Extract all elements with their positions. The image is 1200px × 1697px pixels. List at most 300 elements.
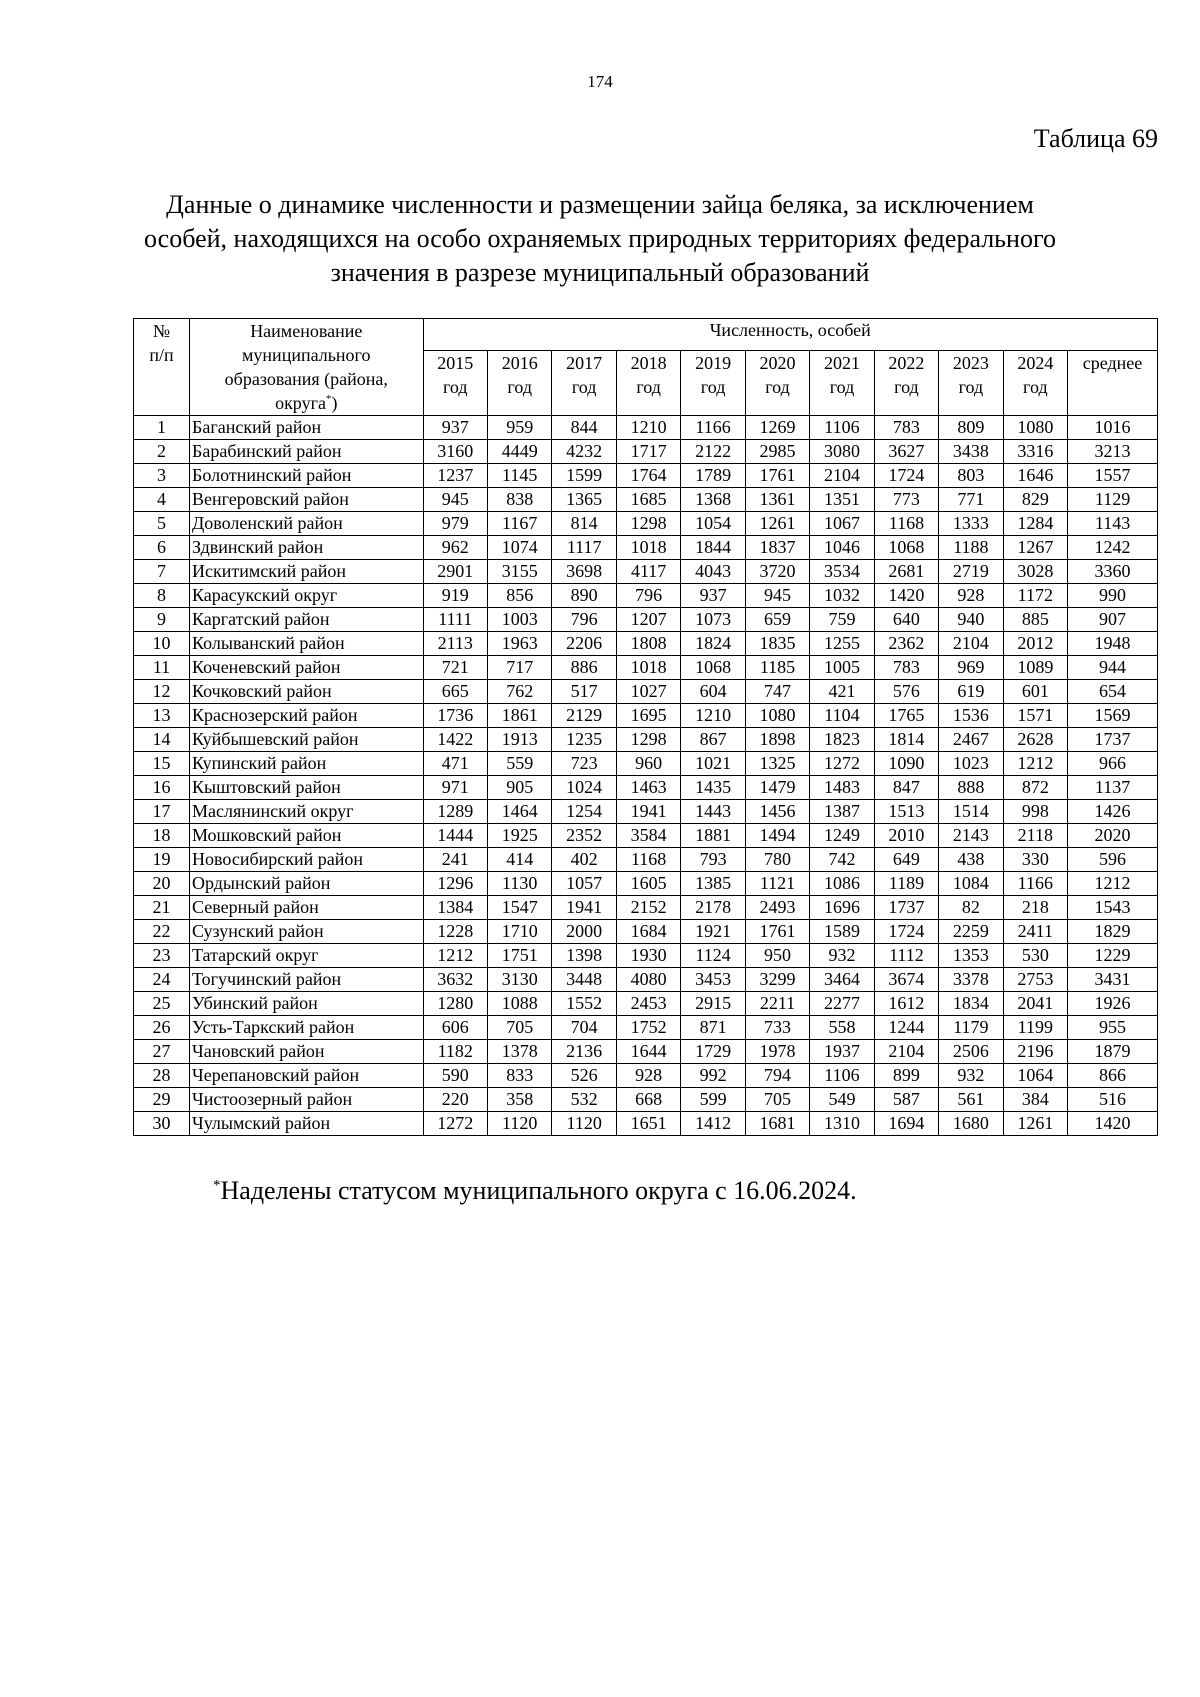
population-cell: 530: [1003, 944, 1067, 968]
population-cell: 783: [874, 416, 938, 440]
footnote-marker: *: [325, 393, 332, 405]
row-number: 20: [134, 872, 190, 896]
average-cell: 907: [1068, 608, 1158, 632]
average-cell: 3431: [1068, 968, 1158, 992]
population-cell: 1073: [681, 608, 745, 632]
population-cell: 1104: [810, 704, 874, 728]
population-cell: 1112: [874, 944, 938, 968]
population-cell: 1067: [810, 512, 874, 536]
population-cell: 218: [1003, 896, 1067, 920]
population-cell: 928: [939, 584, 1003, 608]
population-cell: 330: [1003, 848, 1067, 872]
footnote-marker: *: [213, 1177, 221, 1194]
header-year-unit: год: [829, 376, 855, 397]
row-number: 15: [134, 752, 190, 776]
population-cell: 1814: [874, 728, 938, 752]
population-cell: 1547: [487, 896, 551, 920]
population-cell: 1694: [874, 1112, 938, 1136]
municipality-name: Татарский округ: [190, 944, 424, 968]
header-year-unit: год: [636, 376, 661, 397]
header-name-label: Наименование: [250, 321, 363, 341]
average-cell: 1557: [1068, 464, 1158, 488]
table-row: [134, 824, 1158, 848]
municipality-name: Чулымский район: [190, 1112, 424, 1136]
header-year-value: 2024: [1017, 352, 1054, 373]
population-cell: 1120: [552, 1112, 616, 1136]
population-cell: 1751: [487, 944, 551, 968]
average-cell: 1129: [1068, 488, 1158, 512]
municipality-name: Новосибирский район: [190, 848, 424, 872]
population-cell: 1310: [810, 1112, 874, 1136]
population-cell: 1384: [423, 896, 487, 920]
population-cell: 1235: [552, 728, 616, 752]
population-cell: 1823: [810, 728, 874, 752]
population-cell: 2352: [552, 824, 616, 848]
population-cell: 1612: [874, 992, 938, 1016]
population-cell: 604: [681, 680, 745, 704]
population-cell: 1027: [616, 680, 680, 704]
table-row: [134, 416, 1158, 440]
municipality-name: Искитимский район: [190, 560, 424, 584]
population-cell: 241: [423, 848, 487, 872]
row-number: 7: [134, 560, 190, 584]
population-cell: 1237: [423, 464, 487, 488]
average-cell: 1143: [1068, 512, 1158, 536]
table-row: [134, 920, 1158, 944]
row-number: 24: [134, 968, 190, 992]
population-cell: 1210: [681, 704, 745, 728]
population-cell: 3464: [810, 968, 874, 992]
row-number: 22: [134, 920, 190, 944]
population-cell: 606: [423, 1016, 487, 1040]
population-cell: 1024: [552, 776, 616, 800]
population-cell: 1124: [681, 944, 745, 968]
population-cell: 665: [423, 680, 487, 704]
table-row: [134, 1112, 1158, 1136]
population-cell: 1789: [681, 464, 745, 488]
population-cell: 1212: [1003, 752, 1067, 776]
population-cell: 1057: [552, 872, 616, 896]
row-number: 30: [134, 1112, 190, 1136]
header-year-unit: год: [958, 376, 984, 397]
population-cell: 1212: [423, 944, 487, 968]
population-cell: 2000: [552, 920, 616, 944]
table-row: [134, 752, 1158, 776]
population-cell: 1861: [487, 704, 551, 728]
table-row: [134, 776, 1158, 800]
header-year: [681, 350, 745, 415]
municipality-name: Баганский район: [190, 416, 424, 440]
population-cell: 1120: [487, 1112, 551, 1136]
header-name-label: образования (района,: [224, 369, 388, 389]
population-cell: 2506: [939, 1040, 1003, 1064]
population-cell: 969: [939, 656, 1003, 680]
population-cell: 1018: [616, 536, 680, 560]
population-cell: 793: [681, 848, 745, 872]
population-cell: 1068: [874, 536, 938, 560]
population-cell: 1032: [810, 584, 874, 608]
table-body: [134, 416, 1158, 1136]
population-cell: 1420: [874, 584, 938, 608]
row-number: 1: [134, 416, 190, 440]
population-cell: 2122: [681, 440, 745, 464]
population-cell: 742: [810, 848, 874, 872]
population-cell: 794: [745, 1064, 809, 1088]
table-row: [134, 440, 1158, 464]
population-cell: 2985: [745, 440, 809, 464]
population-cell: 950: [745, 944, 809, 968]
population-cell: 668: [616, 1088, 680, 1112]
population-cell: 1249: [810, 824, 874, 848]
population-cell: 1280: [423, 992, 487, 1016]
average-cell: 1926: [1068, 992, 1158, 1016]
population-cell: 1921: [681, 920, 745, 944]
table-row: [134, 704, 1158, 728]
population-cell: 2104: [810, 464, 874, 488]
population-cell: 1552: [552, 992, 616, 1016]
municipality-name: Ордынский район: [190, 872, 424, 896]
population-cell: 587: [874, 1088, 938, 1112]
population-cell: 4080: [616, 968, 680, 992]
population-cell: 992: [681, 1064, 745, 1088]
population-cell: 1684: [616, 920, 680, 944]
row-number: 27: [134, 1040, 190, 1064]
table-row: [134, 992, 1158, 1016]
header-year-unit: год: [765, 376, 790, 397]
table-row: [134, 896, 1158, 920]
table-row: [134, 944, 1158, 968]
population-cell: 1168: [874, 512, 938, 536]
population-cell: 962: [423, 536, 487, 560]
population-cell: 940: [939, 608, 1003, 632]
municipality-name: Северный район: [190, 896, 424, 920]
population-cell: 856: [487, 584, 551, 608]
population-table: [133, 318, 1158, 1136]
population-cell: 599: [681, 1088, 745, 1112]
population-cell: 576: [874, 680, 938, 704]
row-number: 28: [134, 1064, 190, 1088]
header-year: [810, 350, 874, 415]
population-cell: 532: [552, 1088, 616, 1112]
population-cell: 1435: [681, 776, 745, 800]
population-cell: 2915: [681, 992, 745, 1016]
population-cell: 3438: [939, 440, 1003, 464]
population-cell: 3299: [745, 968, 809, 992]
population-cell: 3534: [810, 560, 874, 584]
population-cell: 1483: [810, 776, 874, 800]
population-cell: 1930: [616, 944, 680, 968]
header-average: среднее: [1068, 350, 1158, 415]
population-cell: 1021: [681, 752, 745, 776]
population-cell: 421: [810, 680, 874, 704]
population-cell: 2277: [810, 992, 874, 1016]
population-cell: 3698: [552, 560, 616, 584]
population-cell: 759: [810, 608, 874, 632]
population-cell: 1255: [810, 632, 874, 656]
population-cell: 1913: [487, 728, 551, 752]
header-year-value: 2015: [437, 352, 474, 373]
table-row: [134, 1016, 1158, 1040]
average-cell: 944: [1068, 656, 1158, 680]
population-cell: 1272: [423, 1112, 487, 1136]
header-year-unit: год: [1023, 376, 1048, 397]
population-cell: 705: [745, 1088, 809, 1112]
table-row: [134, 632, 1158, 656]
population-cell: 1090: [874, 752, 938, 776]
population-cell: 1925: [487, 824, 551, 848]
municipality-name: Убинский район: [190, 992, 424, 1016]
header-year-unit: год: [507, 376, 532, 397]
municipality-name: Усть-Таркский район: [190, 1016, 424, 1040]
table-row: [134, 536, 1158, 560]
population-cell: 960: [616, 752, 680, 776]
population-cell: 1272: [810, 752, 874, 776]
population-cell: 844: [552, 416, 616, 440]
population-cell: 1325: [745, 752, 809, 776]
population-cell: 1644: [616, 1040, 680, 1064]
population-cell: 1296: [423, 872, 487, 896]
municipality-name: Мошковский район: [190, 824, 424, 848]
table-row: [134, 968, 1158, 992]
population-cell: 3674: [874, 968, 938, 992]
header-year: [616, 350, 680, 415]
header-year: [1003, 350, 1067, 415]
row-number: 12: [134, 680, 190, 704]
population-cell: 1074: [487, 536, 551, 560]
population-cell: 905: [487, 776, 551, 800]
population-cell: 1333: [939, 512, 1003, 536]
population-cell: 1166: [681, 416, 745, 440]
population-cell: 1464: [487, 800, 551, 824]
population-cell: 517: [552, 680, 616, 704]
population-cell: 2104: [939, 632, 1003, 656]
title-line: значения в разрезе муниципальный образований: [330, 258, 870, 287]
average-cell: 3360: [1068, 560, 1158, 584]
population-cell: 1589: [810, 920, 874, 944]
population-cell: 888: [939, 776, 1003, 800]
population-cell: 1764: [616, 464, 680, 488]
population-cell: 2012: [1003, 632, 1067, 656]
population-cell: 1536: [939, 704, 1003, 728]
population-cell: 945: [423, 488, 487, 512]
row-number: 3: [134, 464, 190, 488]
population-cell: 1185: [745, 656, 809, 680]
population-cell: 867: [681, 728, 745, 752]
population-cell: 2143: [939, 824, 1003, 848]
row-number: 8: [134, 584, 190, 608]
population-cell: 971: [423, 776, 487, 800]
population-cell: 871: [681, 1016, 745, 1040]
header-year: [745, 350, 809, 415]
population-cell: 2118: [1003, 824, 1067, 848]
municipality-name: Маслянинский округ: [190, 800, 424, 824]
table-row: [134, 848, 1158, 872]
population-cell: 1267: [1003, 536, 1067, 560]
population-cell: 2211: [745, 992, 809, 1016]
population-cell: 833: [487, 1064, 551, 1088]
population-cell: 1398: [552, 944, 616, 968]
population-cell: 1378: [487, 1040, 551, 1064]
row-number: 10: [134, 632, 190, 656]
average-cell: 966: [1068, 752, 1158, 776]
population-cell: 561: [939, 1088, 1003, 1112]
population-cell: 937: [681, 584, 745, 608]
average-cell: 1879: [1068, 1040, 1158, 1064]
population-cell: 780: [745, 848, 809, 872]
population-cell: 1724: [874, 464, 938, 488]
population-cell: 1298: [616, 512, 680, 536]
municipality-name: Каргатский район: [190, 608, 424, 632]
population-cell: 1298: [616, 728, 680, 752]
municipality-name: Колыванский район: [190, 632, 424, 656]
municipality-name: Кочковский район: [190, 680, 424, 704]
population-cell: 649: [874, 848, 938, 872]
table-row: [134, 584, 1158, 608]
population-cell: 814: [552, 512, 616, 536]
population-cell: 747: [745, 680, 809, 704]
table-row: [134, 1040, 1158, 1064]
population-cell: 1068: [681, 656, 745, 680]
population-cell: 1422: [423, 728, 487, 752]
population-cell: 1289: [423, 800, 487, 824]
population-cell: 1463: [616, 776, 680, 800]
average-cell: 1426: [1068, 800, 1158, 824]
municipality-name: Болотнинский район: [190, 464, 424, 488]
row-number: 19: [134, 848, 190, 872]
average-cell: 1543: [1068, 896, 1158, 920]
population-cell: 773: [874, 488, 938, 512]
population-cell: 659: [745, 608, 809, 632]
header-year-unit: год: [442, 376, 468, 397]
population-cell: 3453: [681, 968, 745, 992]
average-cell: 1948: [1068, 632, 1158, 656]
header-year-unit: год: [700, 376, 726, 397]
population-cell: 979: [423, 512, 487, 536]
population-cell: 771: [939, 488, 1003, 512]
average-cell: 596: [1068, 848, 1158, 872]
population-cell: 1834: [939, 992, 1003, 1016]
population-cell: 471: [423, 752, 487, 776]
population-cell: 82: [939, 896, 1003, 920]
header-year-value: 2022: [888, 352, 925, 373]
population-cell: 1681: [745, 1112, 809, 1136]
header-year: [552, 350, 616, 415]
header-year-unit: год: [894, 376, 919, 397]
header-name-label: муниципального: [242, 345, 371, 365]
population-cell: 1444: [423, 824, 487, 848]
population-cell: 1261: [745, 512, 809, 536]
population-cell: 1651: [616, 1112, 680, 1136]
population-cell: 937: [423, 416, 487, 440]
population-cell: 1937: [810, 1040, 874, 1064]
title-line: особей, находящихся на особо охраняемых природных территориях федерального: [144, 224, 1056, 253]
population-cell: 829: [1003, 488, 1067, 512]
table-row: [134, 608, 1158, 632]
population-cell: 1456: [745, 800, 809, 824]
population-cell: 601: [1003, 680, 1067, 704]
population-cell: 2206: [552, 632, 616, 656]
population-cell: 1361: [745, 488, 809, 512]
average-cell: 990: [1068, 584, 1158, 608]
population-cell: 1106: [810, 416, 874, 440]
population-cell: 1696: [810, 896, 874, 920]
population-cell: 1117: [552, 536, 616, 560]
population-cell: 885: [1003, 608, 1067, 632]
header-num-label: п/п: [149, 345, 174, 365]
population-cell: 1003: [487, 608, 551, 632]
average-cell: 1420: [1068, 1112, 1158, 1136]
population-cell: 796: [616, 584, 680, 608]
row-number: 9: [134, 608, 190, 632]
municipality-name: Кыштовский район: [190, 776, 424, 800]
municipality-name: Сузунский район: [190, 920, 424, 944]
population-cell: 1023: [939, 752, 1003, 776]
population-cell: 1064: [1003, 1064, 1067, 1088]
population-cell: 2411: [1003, 920, 1067, 944]
population-cell: 1514: [939, 800, 1003, 824]
population-cell: 1145: [487, 464, 551, 488]
average-cell: 1737: [1068, 728, 1158, 752]
municipality-name: Тогучинский район: [190, 968, 424, 992]
municipality-name: Коченевский район: [190, 656, 424, 680]
population-cell: 762: [487, 680, 551, 704]
population-cell: 2901: [423, 560, 487, 584]
table-row: [134, 728, 1158, 752]
population-cell: 1046: [810, 536, 874, 560]
municipality-name: Черепановский район: [190, 1064, 424, 1088]
population-cell: 932: [939, 1064, 1003, 1088]
page-number: 174: [587, 72, 613, 91]
population-cell: 1717: [616, 440, 680, 464]
row-number: 14: [134, 728, 190, 752]
population-cell: 1121: [745, 872, 809, 896]
population-cell: 721: [423, 656, 487, 680]
title-line: Данные о динамике численности и размещении зайца беляка, за исключением: [166, 190, 1034, 219]
row-number: 25: [134, 992, 190, 1016]
population-cell: 733: [745, 1016, 809, 1040]
row-number: 29: [134, 1088, 190, 1112]
header-year: [939, 350, 1003, 415]
population-cell: 2719: [939, 560, 1003, 584]
population-cell: 1254: [552, 800, 616, 824]
municipality-name: Куйбышевский район: [190, 728, 424, 752]
header-row-number: [134, 319, 190, 416]
population-cell: 1365: [552, 488, 616, 512]
population-cell: 1166: [1003, 872, 1067, 896]
population-cell: 2753: [1003, 968, 1067, 992]
population-cell: 998: [1003, 800, 1067, 824]
header-municipality: [190, 319, 424, 416]
population-cell: 928: [616, 1064, 680, 1088]
header-year-value: 2017: [566, 352, 603, 373]
row-number: 17: [134, 800, 190, 824]
population-cell: 4232: [552, 440, 616, 464]
population-cell: 1179: [939, 1016, 1003, 1040]
footnote-text: Наделены статусом муниципального округа с 16.06.2024.: [220, 1176, 857, 1205]
population-cell: 558: [810, 1016, 874, 1040]
population-cell: 796: [552, 608, 616, 632]
population-cell: 1261: [1003, 1112, 1067, 1136]
population-cell: 1761: [745, 464, 809, 488]
municipality-name: Здвинский район: [190, 536, 424, 560]
population-cell: 886: [552, 656, 616, 680]
population-cell: 1844: [681, 536, 745, 560]
average-cell: 1212: [1068, 872, 1158, 896]
header-year-value: 2021: [823, 352, 860, 373]
population-cell: 1494: [745, 824, 809, 848]
average-cell: 866: [1068, 1064, 1158, 1088]
population-cell: 1210: [616, 416, 680, 440]
